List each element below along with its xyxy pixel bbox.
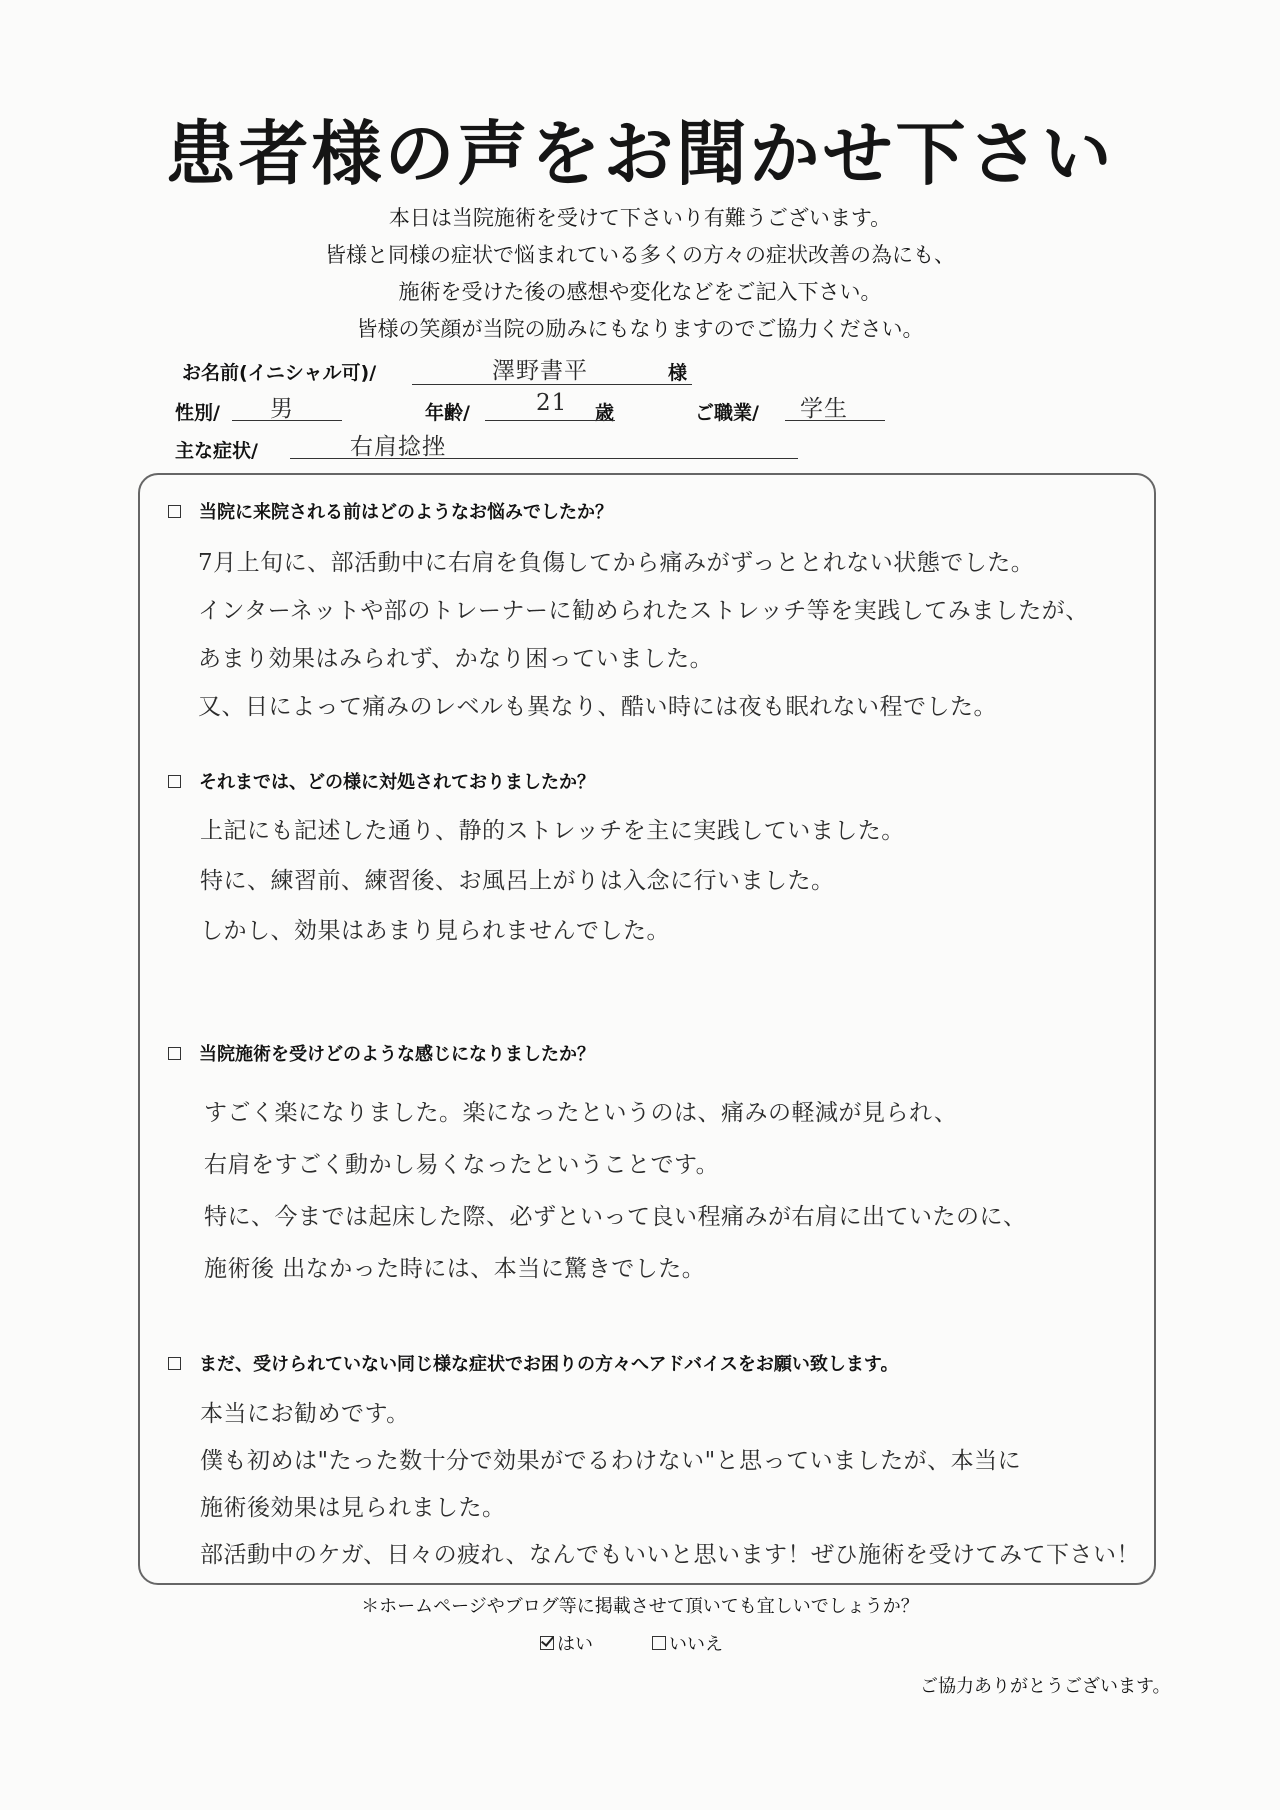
checkbox-icon (168, 505, 181, 518)
checkbox-icon (168, 1047, 181, 1060)
name-suffix: 様 (668, 362, 688, 384)
question-label: それまでは、どの様に対処されておりましたか？ (199, 772, 595, 793)
answer-line: 右肩をすごく動かし易くなったということです。 (204, 1152, 720, 1178)
answer-line: 施術後効果は見られました。 (200, 1495, 506, 1521)
thanks-text: ご協力ありがとうございます。 (920, 1676, 1171, 1697)
gender-value[interactable]: 男 (270, 396, 294, 422)
answer-2[interactable] (200, 812, 905, 962)
question-4 (168, 1350, 898, 1376)
checkbox-checked-icon[interactable] (540, 1636, 554, 1650)
answer-line: 7月上旬に、部活動中に右肩を負傷してから痛みがずっととれない状態でした。 (198, 550, 1035, 576)
job-underline (785, 420, 885, 421)
symptom-value[interactable]: 右肩捻挫 (350, 434, 446, 460)
answer-line: 上記にも記述した通り、静的ストレッチを主に実践していました。 (200, 818, 905, 844)
answer-line: しかし、効果はあまり見られませんでした。 (200, 918, 670, 944)
name-value[interactable]: 澤野書平 (492, 358, 588, 384)
answer-line: 僕も初めは"たった数十分で効果がでるわけない"と思っていましたが、本当に (200, 1448, 1022, 1474)
question-label: まだ、受けられていない同じ様な症状でお困りの方々へアドバイスをお願い致します。 (199, 1354, 899, 1375)
answer-line: 部活動中のケガ、日々の疲れ、なんでもいいと思います！ぜひ施術を受けてみて下さい！ (200, 1542, 1140, 1568)
permission-question: ＊ホームページやブログ等に掲載させて頂いても宜しいでしょうか？ (361, 1596, 919, 1617)
option-yes[interactable] (540, 1630, 593, 1656)
answer-line: 特に、練習前、練習後、お風呂上がりは入念に行いました。 (200, 868, 835, 894)
question-label: 当院に来院される前はどのようなお悩みでしたか？ (199, 502, 613, 523)
age-underline (485, 420, 615, 421)
question-label: 当院施術を受けどのような感じになりましたか？ (199, 1044, 595, 1065)
question-3 (168, 1040, 595, 1066)
age-suffix: 歳 (595, 402, 615, 424)
question-1 (168, 498, 613, 524)
intro-line: 皆様の笑顔が当院の励みにもなりますのでご協力ください。 (356, 317, 924, 341)
checkbox-icon (168, 775, 181, 788)
intro-line: 皆様と同様の症状で悩まれている多くの方々の症状改善の為にも、 (325, 243, 955, 267)
age-value[interactable]: 21 (536, 390, 568, 416)
answer-line: すごく楽になりました。楽になったというのは、痛みの軽減が見られ、 (204, 1100, 958, 1126)
answer-3[interactable] (204, 1094, 1027, 1302)
answer-line: インターネットや部のトレーナーに勧められたストレッチ等を実践してみましたが、 (198, 598, 1089, 624)
intro-line: 施術を受けた後の感想や変化などをご記入下さい。 (398, 280, 882, 304)
answer-4[interactable] (200, 1395, 1140, 1583)
question-2 (168, 768, 595, 794)
answer-1[interactable] (198, 544, 1089, 736)
symptom-underline (290, 458, 798, 459)
option-no[interactable] (652, 1630, 723, 1656)
answer-line: 又、日によって痛みのレベルも異なり、酷い時には夜も眠れない程でした。 (198, 694, 997, 720)
age-label: 年齢/ (425, 402, 470, 424)
checkbox-icon[interactable] (652, 1636, 666, 1650)
name-underline (412, 384, 692, 385)
answer-line: あまり効果はみられず、かなり困っていました。 (198, 646, 714, 672)
page-title: 患者様の声をお聞かせ下さい (165, 113, 1115, 195)
name-label: お名前(イニシャル可)/ (182, 362, 377, 384)
gender-label: 性別/ (175, 402, 220, 424)
job-label: ご職業/ (695, 402, 759, 424)
option-yes-label: はい (557, 1634, 593, 1655)
answer-line: 特に、今までは起床した際、必ずといって良い程痛みが右肩に出ていたのに、 (204, 1204, 1027, 1230)
option-no-label: いいえ (669, 1634, 723, 1655)
gender-underline (232, 420, 342, 421)
job-value[interactable]: 学生 (800, 396, 848, 422)
answer-line: 施術後 出なかった時には、本当に驚きでした。 (204, 1256, 706, 1282)
answer-line: 本当にお勧めです。 (200, 1401, 410, 1427)
intro-text (0, 200, 1280, 348)
intro-line: 本日は当院施術を受けて下さいり有難うございます。 (388, 206, 892, 230)
checkbox-icon (168, 1357, 181, 1370)
symptom-label: 主な症状/ (175, 440, 258, 462)
